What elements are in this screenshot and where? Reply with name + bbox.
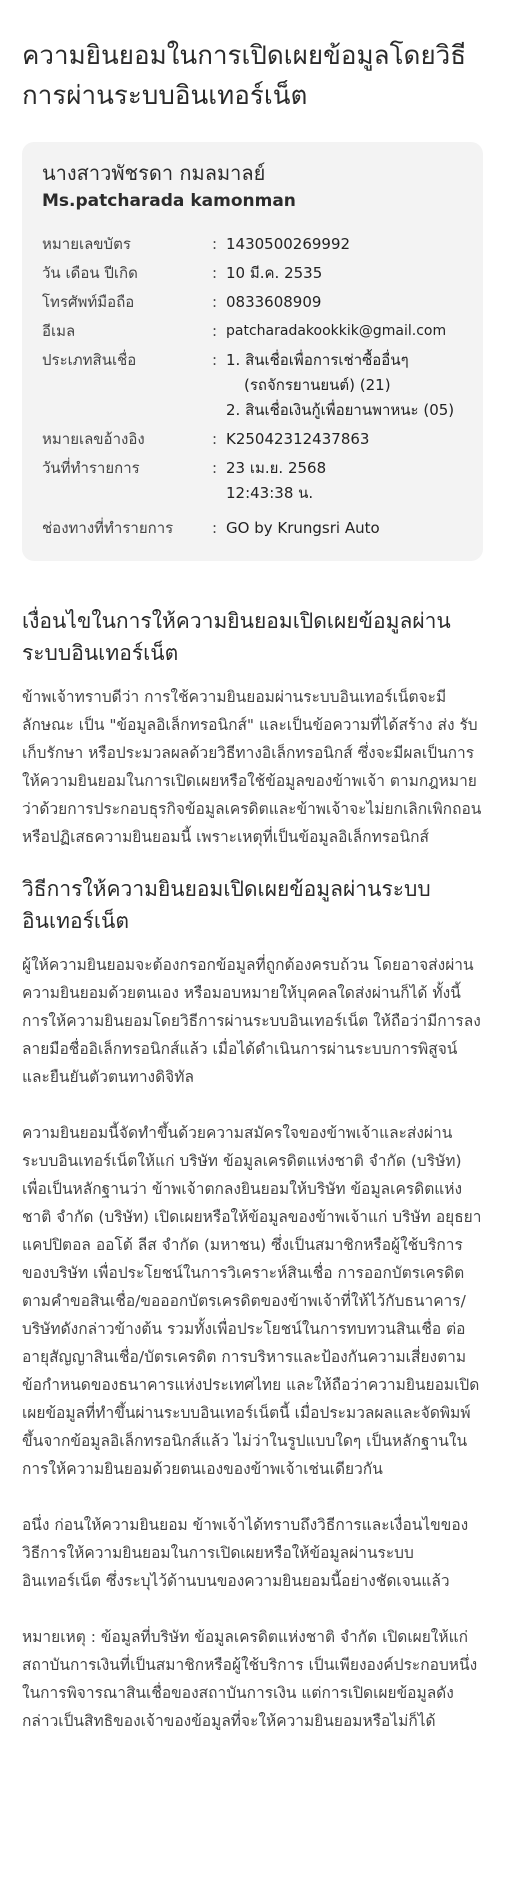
section-conditions-body: ข้าพเจ้าทราบดีว่า การใช้ความยินยอมผ่านระบบอินเทอร์เน็ตจะมีลักษณะ เป็น "ข้อมูลอิเล็กทรอนิกส์" และเป็นข้อความที่ได้สร้าง ส่ง รับ เก็บรักษา หรือประมวลผลด้วยวิธีทางอิเล็กทรอนิกส์ ซึ่งจะมีผลเป็นการ ให้ความยินยอมในการเปิดเผยหรือใช้ข้อมูลของข้าพเจ้า ตามกฎหมายว่าด้วยการประกอบธุรกิจข้อมูลเครดิตและข้าพเจ้าจะไม่ยกเลิกเพิกถอนหรือปฏิเสธความยินยอมนี้ เพราะเหตุที่เป็นข้อมูลอิเล็กทรอนิกส์ <box>22 688 482 846</box>
info-value: patcharadakookkik@gmail.com <box>226 323 447 339</box>
info-colon: : <box>212 322 218 340</box>
info-label: หมายเลขอ้างอิง <box>42 430 145 448</box>
info-label: วันที่ทำรายการ <box>42 459 140 477</box>
section-method-paragraph-3: อนึ่ง ก่อนให้ความยินยอม ข้าพเจ้าได้ทราบถึงวิธีการและเงื่อนไขของวิธีการให้ความยินยอมในการเปิดเผยหรือให้ข้อมูลผ่านระบบอินเทอร์เน็ต ซึ่งระบุไว้ด้านบนของความยินยอมนี้อย่างชัดเจนแล้ว <box>22 1516 469 1590</box>
info-value: 10 มี.ค. 2535 <box>226 264 323 282</box>
info-colon: : <box>212 293 218 311</box>
info-value <box>226 348 463 423</box>
transaction-date: 23 เม.ย. 2568 <box>226 459 327 477</box>
info-row-mobile <box>42 290 463 315</box>
info-colon: : <box>212 430 218 448</box>
info-label: ประเภทสินเชื่อ <box>42 351 137 369</box>
remark-paragraph: หมายเหตุ : ข้อมูลที่บริษัท ข้อมูลเครดิตแห่งชาติ จำกัด เปิดเผยให้แก่สถาบันการเงินที่เป็นสมาชิกหรือผู้ใช้บริการ เป็นเพียงองค์ประกอบหนึ่งในการพิจารณาสินเชื่อของสถาบันการเงิน แต่การเปิดเผยข้อมูลดังกล่าวเป็นสิทธิของเจ้าของข้อมูลที่จะให้ความยินยอมหรือไม่ก็ได้ <box>22 1628 478 1730</box>
info-row-loan-type <box>42 348 463 423</box>
consent-info-card <box>22 142 483 561</box>
transaction-time: 12:43:38 น. <box>226 484 314 502</box>
info-label: หมายเลขบัตร <box>42 235 131 253</box>
page-title: ความยินยอมในการเปิดเผยข้อมูลโดยวิธีการผ่านระบบอินเทอร์เน็ต <box>22 41 467 111</box>
info-colon: : <box>212 459 218 477</box>
info-value: GO by Krungsri Auto <box>226 519 380 537</box>
info-value <box>226 456 463 506</box>
info-label: อีเมล <box>42 322 76 340</box>
info-colon: : <box>212 351 218 369</box>
info-row-reference <box>42 427 463 452</box>
info-label: วัน เดือน ปีเกิด <box>42 264 138 282</box>
info-value: K25042312437863 <box>226 430 370 448</box>
info-value: 0833608909 <box>226 293 322 311</box>
loan-type-1: 1. สินเชื่อเพื่อการเช่าซื้ออื่นๆ <box>226 351 409 369</box>
info-colon: : <box>212 264 218 282</box>
info-row-email <box>42 319 463 344</box>
loan-type-1-detail: (รถจักรยานยนต์) (21) <box>244 376 391 394</box>
section-method-title: วิธีการให้ความยินยอมเปิดเผยข้อมูลผ่านระบบอินเทอร์เน็ต <box>22 877 431 933</box>
info-colon: : <box>212 235 218 253</box>
section-method-paragraph-1: ผู้ให้ความยินยอมจะต้องกรอกข้อมูลที่ถูกต้องครบถ้วน โดยอาจส่งผ่านความยินยอมด้วยตนเอง หรือมอบหมายให้บุคคลใดส่งผ่านก็ได้ ทั้งนี้ การให้ความยินยอมโดยวิธีการผ่านระบบอินเทอร์เน็ต ให้ถือว่ามีการลงลายมือชื่ออิเล็กทรอนิกส์แล้ว เมื่อได้ดำเนินการผ่านระบบการพิสูจน์และยืนยันตัวตนทางดิจิทัล <box>22 956 481 1086</box>
info-value: 1430500269992 <box>226 235 351 253</box>
section-method-paragraph-2: ความยินยอมนี้จัดทำขึ้นด้วยความสมัครใจของข้าพเจ้าและส่งผ่านระบบอินเทอร์เน็ตให้แก่ บริษัท ข้อมูลเครดิตแห่งชาติ จำกัด (บริษัท) เพื่อเป็นหลักฐานว่า ข้าพเจ้าตกลงยินยอมให้บริษัท ข้อมูลเครดิตแห่งชาติ จำกัด (บริษัท) เปิดเผยหรือให้ข้อมูลของข้าพเจ้าแก่ บริษัท อยุธยา แคปปิตอล ออโต้ ลีส จำกัด (มหาชน) ซึ่งเป็นสมาชิกหรือผู้ใช้บริการของบริษัท เพื่อประโยชน์ในการวิเคราะห์สินเชื่อ การออกบัตรเครดิต ตามคำขอสินเชื่อ/ขอออกบัตรเครดิตของข้าพเจ้าที่ให้ไว้กับธนาคาร/บริษัทดังกล่าวข้างต้น รวมทั้งเพื่อประโยชน์ในการทบทวนสินเชื่อ ต่ออายุสัญญาสินเชื่อ/บัตรเครดิต การบริหารและป้องกันความเสี่ยงตามข้อกำหนดของธนาคารแห่งประเทศไทย และให้ถือว่าความยินยอมเปิดเผยข้อมูลที่ทำขึ้นผ่านระบบอินเทอร์เน็ตนี้ เมื่อประมวลผลและจัดพิมพ์ขึ้นจากข้อมูลอิเล็กทรอนิกส์แล้ว ไม่ว่าในรูปแบบใดๆ เป็นหลักฐานในการให้ความยินยอมด้วยตนเองของข้าพเจ้าเช่นเดียวกัน <box>22 1124 482 1478</box>
info-row-birthdate <box>42 261 463 286</box>
info-colon: : <box>212 519 218 537</box>
loan-type-2: 2. สินเชื่อเงินกู้เพื่อยานพาหนะ (05) <box>226 401 455 419</box>
section-conditions-title: เงื่อนไขในการให้ความยินยอมเปิดเผยข้อมูลผ่านระบบอินเทอร์เน็ต <box>22 609 451 665</box>
info-row-transaction-date <box>42 456 463 506</box>
name-english: Ms.patcharada kamonman <box>42 191 296 211</box>
info-label: ช่องทางที่ทำรายการ <box>42 519 174 537</box>
info-row-id-card <box>42 232 463 257</box>
info-label: โทรศัพท์มือถือ <box>42 293 135 311</box>
info-row-channel <box>42 516 463 541</box>
name-thai: นางสาวพัชรดา กมลมาลย์ <box>42 161 266 185</box>
